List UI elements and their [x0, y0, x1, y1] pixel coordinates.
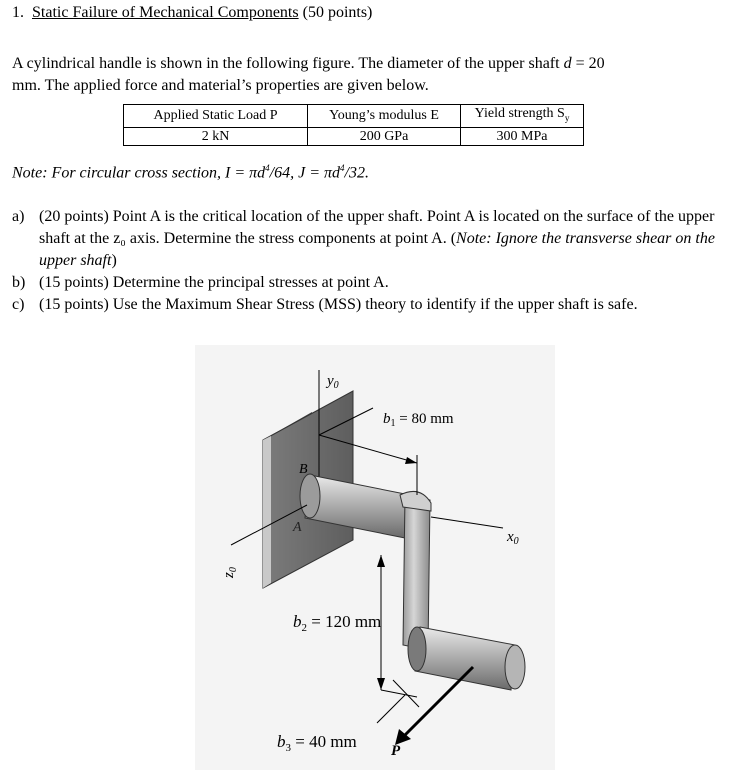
point-a-label: A: [293, 520, 302, 535]
b2-label: $b_2 = 120$ mm: [293, 612, 382, 634]
table-value-row: [124, 127, 584, 145]
problem-number: 1.: [12, 4, 24, 21]
question-a-note: Note: Ignore the transverse shear on the upper shaft: [39, 230, 715, 269]
note-prefix: Note: For circular cross section, I =: [12, 164, 250, 182]
b1-arrow-right: [405, 457, 417, 464]
x0-axis: [431, 517, 503, 528]
z0-label: $z_0$: [221, 567, 239, 578]
intro-d-symbol: d: [563, 55, 572, 72]
load-p-label: P: [391, 743, 401, 759]
intro-line2: mm. The applied force and material’s properties are given below.: [12, 77, 429, 94]
lower-handle-end: [505, 645, 525, 689]
x0-label: $x_0$: [507, 529, 519, 547]
header-load: Applied Static Load P: [124, 105, 308, 128]
note-pi-i: π: [249, 164, 258, 182]
question-a: [12, 206, 722, 272]
problem-title: [12, 4, 372, 22]
wall-edge: [263, 436, 271, 588]
b3-label: $b_3 = 40$ mm: [277, 732, 357, 754]
handle-drawing: [195, 345, 555, 770]
upper-shaft-end: [300, 474, 320, 518]
intro-line1: A cylindrical handle is shown in the following figure. The diameter of the upper shaft: [12, 55, 560, 72]
table-header-row: [124, 105, 584, 128]
note-exp-j: 4: [340, 163, 345, 173]
question-label: b): [12, 274, 26, 291]
question-a-text: (20 points) Point A is the critical location of the upper shaft. Point A is located on the surface of the upper shaft at the z₀ axis. Determine the stress components at point A. (: [39, 208, 715, 247]
problem-title-text: Static Failure of Mechanical Components: [32, 4, 299, 21]
y0-label: $y_0$: [327, 373, 339, 391]
handle-figure: [195, 345, 555, 770]
intro-d-value: = 20: [571, 55, 605, 72]
header-modulus: Young’s modulus E: [308, 105, 461, 128]
note-i-denominator: /64, J =: [269, 164, 324, 182]
b2-arrow-bottom: [377, 678, 385, 690]
note-j-denominator: /32.: [344, 164, 369, 182]
lower-handle: [415, 627, 515, 690]
question-label: a): [12, 208, 25, 225]
b1-label: $b_1 = 80$ mm: [383, 411, 454, 429]
problem-points: (50 points): [302, 4, 373, 21]
value-yield: 300 MPa: [461, 127, 584, 145]
b3-leader: [377, 695, 405, 723]
note-pi-j: π: [324, 164, 333, 182]
note-d-j: d: [332, 164, 341, 182]
question-text: (15 points) Determine the principal stresses at point A.: [39, 274, 389, 291]
question-b: [12, 272, 722, 294]
value-modulus: 200 GPa: [308, 127, 461, 145]
point-b-label: B: [299, 462, 308, 477]
header-yield-sub: y: [564, 112, 570, 123]
lower-handle-inner: [408, 627, 426, 671]
question-a-end: ): [111, 252, 117, 269]
note-formula: [12, 163, 369, 182]
intro-paragraph: [12, 53, 717, 97]
header-yield: [461, 105, 584, 128]
note-exp-i: 4: [265, 163, 270, 173]
header-yield-text: Yield strength S: [474, 106, 565, 121]
b2-arrow-top: [377, 555, 385, 567]
b2-ext-bottom: [381, 690, 417, 697]
question-list: [12, 206, 722, 316]
question-text: [39, 206, 722, 272]
properties-table: [123, 104, 584, 146]
question-text: (15 points) Use the Maximum Shear Stress (MSS) theory to identify if the upper shaft is safe.: [39, 296, 638, 313]
question-c: [12, 294, 722, 316]
value-load: 2 kN: [124, 127, 308, 145]
note-d-i: d: [257, 164, 266, 182]
question-label: c): [12, 296, 25, 313]
